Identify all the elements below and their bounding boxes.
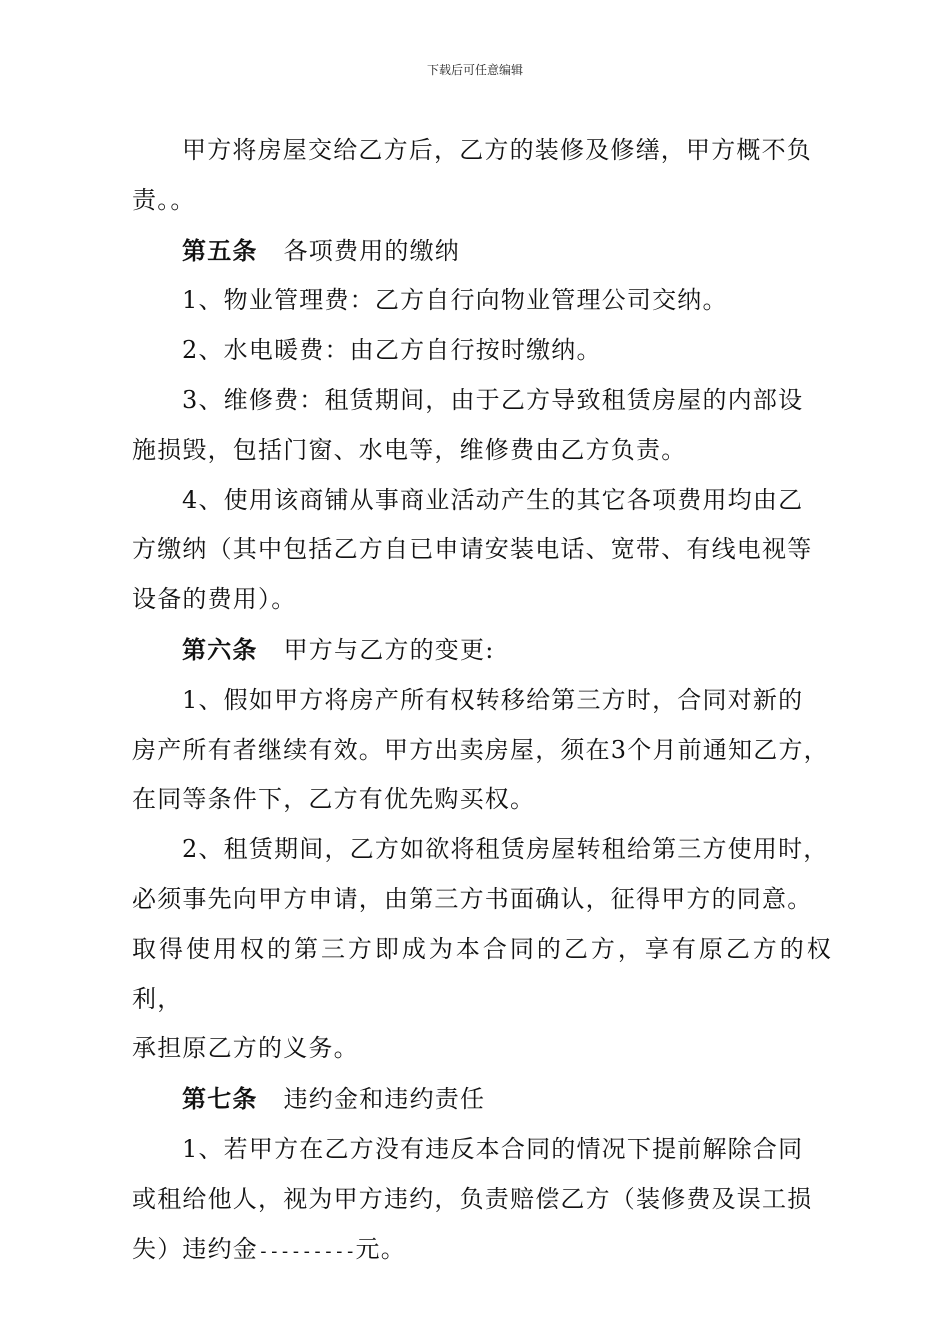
paragraph (132, 126, 832, 226)
text-line: 1、假如甲方将房产所有权转移给第三方时，合同对新的 (182, 685, 804, 714)
text-line: 方缴纳（其中包括乙方自已申请安装电话、宽带、有线电视等 (132, 535, 813, 564)
text-line: 3、维修费：租赁期间，由于乙方导致租赁房屋的内部设 (182, 385, 804, 414)
document-body (132, 126, 832, 1276)
paragraph (132, 376, 832, 476)
text-line: 甲方将房屋交给乙方后，乙方的装修及修缮，甲方概不负 (182, 136, 812, 164)
text-line: 必须事先向甲方申请，由第三方书面确认，征得甲方的同意。 (132, 884, 813, 913)
text-line: 1、若甲方在乙方没有违反本合同的情况下提前解除合同 (182, 1134, 804, 1163)
article-title: 甲方与乙方的变更: (283, 635, 495, 664)
article-heading (132, 625, 832, 676)
paragraph (132, 476, 832, 625)
text-line: 房产所有者继续有效。甲方出卖房屋，须在3个月前通知乙方， (132, 735, 829, 764)
text-line: 或租给他人，视为甲方违约，负责赔偿乙方（装修费及误工损 (132, 1184, 813, 1213)
text-line: 设备的费用）。 (132, 585, 297, 614)
article-title: 各项费用的缴纳 (283, 236, 461, 265)
text-line: 承担原乙方的义务。 (132, 1034, 359, 1063)
article-heading (132, 226, 832, 277)
text-line: 2、水电暖费：由乙方自行按时缴纳。 (182, 336, 602, 365)
text-line: 4、使用该商铺从事商业活动产生的其它各项费用均由乙 (182, 485, 804, 514)
text-line: 2、租赁期间，乙方如欲将租赁房屋转租给第三方使用时， (182, 835, 829, 864)
article-number: 第七条 (182, 1084, 258, 1114)
text-line: 取得使用权的第三方即成为本合同的乙方，享有原乙方的权利， (132, 934, 832, 1013)
paragraph (132, 825, 832, 1074)
paragraph (132, 326, 832, 376)
text-line: 1、物业管理费：乙方自行向物业管理公司交纳。 (182, 286, 728, 315)
article-number: 第六条 (182, 634, 258, 664)
article-heading (132, 1074, 832, 1125)
text-line: 责。。 (132, 185, 196, 214)
article-title: 违约金和违约责任 (283, 1085, 486, 1114)
fill-in-blank: --------- (258, 1240, 356, 1262)
page-header-note: 下载后可任意编辑 (426, 63, 523, 77)
text-segment: 失）违约金 (132, 1234, 258, 1263)
text-line: 施损毁，包括门窗、水电等，维修费由乙方负责。 (132, 435, 687, 464)
article-number: 第五条 (182, 235, 258, 265)
paragraph (132, 676, 832, 825)
text-line: 在同等条件下，乙方有优先购买权。 (132, 785, 536, 814)
paragraph (132, 276, 832, 326)
text-line (132, 1225, 832, 1277)
paragraph (132, 1125, 832, 1276)
text-segment: 元。 (355, 1234, 406, 1263)
